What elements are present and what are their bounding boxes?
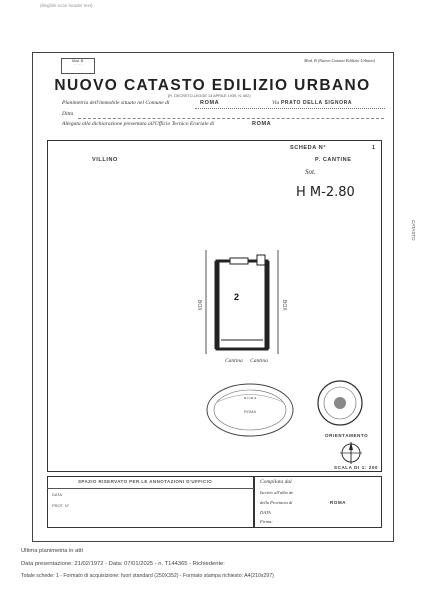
floor-plan bbox=[200, 250, 290, 370]
firma-label: Firma: bbox=[260, 519, 273, 524]
comune-value: ROMA bbox=[200, 100, 220, 106]
top-right-note: Mod. B (Nuovo Catasto Edilizio Urbano) bbox=[304, 58, 376, 63]
provincia-value: ROMA bbox=[330, 500, 347, 505]
iscritto-label: Iscritto all'albo de bbox=[260, 490, 294, 495]
spazio-label: SPAZIO RISERVATO PER LE ANNOTAZIONI D'UFFICIO bbox=[78, 479, 213, 484]
provincia-label: della Provincia di bbox=[260, 500, 293, 505]
height-label: H M-2.80 bbox=[296, 185, 355, 200]
room-number: 2 bbox=[234, 292, 240, 302]
room-caption-2: Cantina bbox=[250, 358, 268, 364]
footer-line-1: Ultima planimetria in atti bbox=[21, 548, 83, 554]
form-subtitle: (R. DECRETO-LEGGE 13 APRILE 1939, N. 652) bbox=[168, 94, 251, 98]
via-value: PRATO DELLA SIGNORA bbox=[281, 100, 353, 106]
ufficio-value: ROMA bbox=[252, 121, 272, 127]
scheda-label: SCHEDA N° bbox=[290, 145, 327, 151]
scan-header-strip: (illegible scan header text) bbox=[40, 3, 93, 8]
plan-walls bbox=[206, 250, 278, 354]
round-stamp bbox=[315, 378, 365, 428]
footer-line-2: Data presentazione: 21/02/1972 - Data: 07/01/2025 - n. T144365 - Richiedente: bbox=[21, 561, 225, 567]
footer-line-3: Totale schede: 1 - Formato di acquisizione: fuori standard (250X352) - Formato stampa richiesto: A4(210x297) bbox=[21, 573, 274, 579]
sheet-code-box bbox=[61, 58, 95, 74]
official-stamp bbox=[205, 382, 295, 438]
via-label: Via bbox=[272, 100, 280, 106]
compilata-label: Compilata dal bbox=[260, 479, 292, 485]
scala-label: SCALA DI 1: 200 bbox=[334, 465, 379, 470]
piano-mark: Sot. bbox=[305, 168, 316, 176]
side-vertical-text: CATASTO bbox=[411, 220, 416, 241]
prot-label: PROT. N° bbox=[52, 503, 70, 508]
data-label: DATA bbox=[52, 492, 63, 497]
stamp-text: R O M A bbox=[244, 396, 257, 400]
sheet-code-sub: · · · · bbox=[74, 63, 82, 67]
annotations-inner-line bbox=[47, 488, 254, 489]
sheet-code-text: Mod. B. bbox=[71, 59, 85, 63]
svg-text:ROMA: ROMA bbox=[244, 409, 256, 414]
planimetria-underline bbox=[195, 108, 385, 109]
ditta-label: Ditta bbox=[62, 111, 74, 117]
room-caption-1: Cantina bbox=[225, 358, 243, 364]
north-arrow-icon bbox=[336, 440, 366, 466]
orientamento-label: ORIENTAMENTO bbox=[325, 433, 369, 438]
wall-label-right: BOX bbox=[281, 300, 287, 311]
p-cantine-label: P. CANTINE bbox=[315, 157, 352, 163]
form-title: NUOVO CATASTO EDILIZIO URBANO bbox=[54, 77, 371, 94]
allegata-label: Allegata alla dichiarazione presentata all'Ufficio Tecnico Erariale di bbox=[62, 121, 215, 127]
ditta-underline bbox=[78, 118, 384, 119]
scheda-number: 1 bbox=[372, 145, 376, 151]
villino-label: VILLINO bbox=[92, 157, 118, 163]
room-caption bbox=[225, 358, 268, 364]
data2-label: DATA bbox=[260, 510, 271, 515]
planimetria-label: Planimetria dell'immobile situato nel Comune di bbox=[62, 100, 170, 106]
wall-label-left: BOX bbox=[196, 300, 202, 311]
